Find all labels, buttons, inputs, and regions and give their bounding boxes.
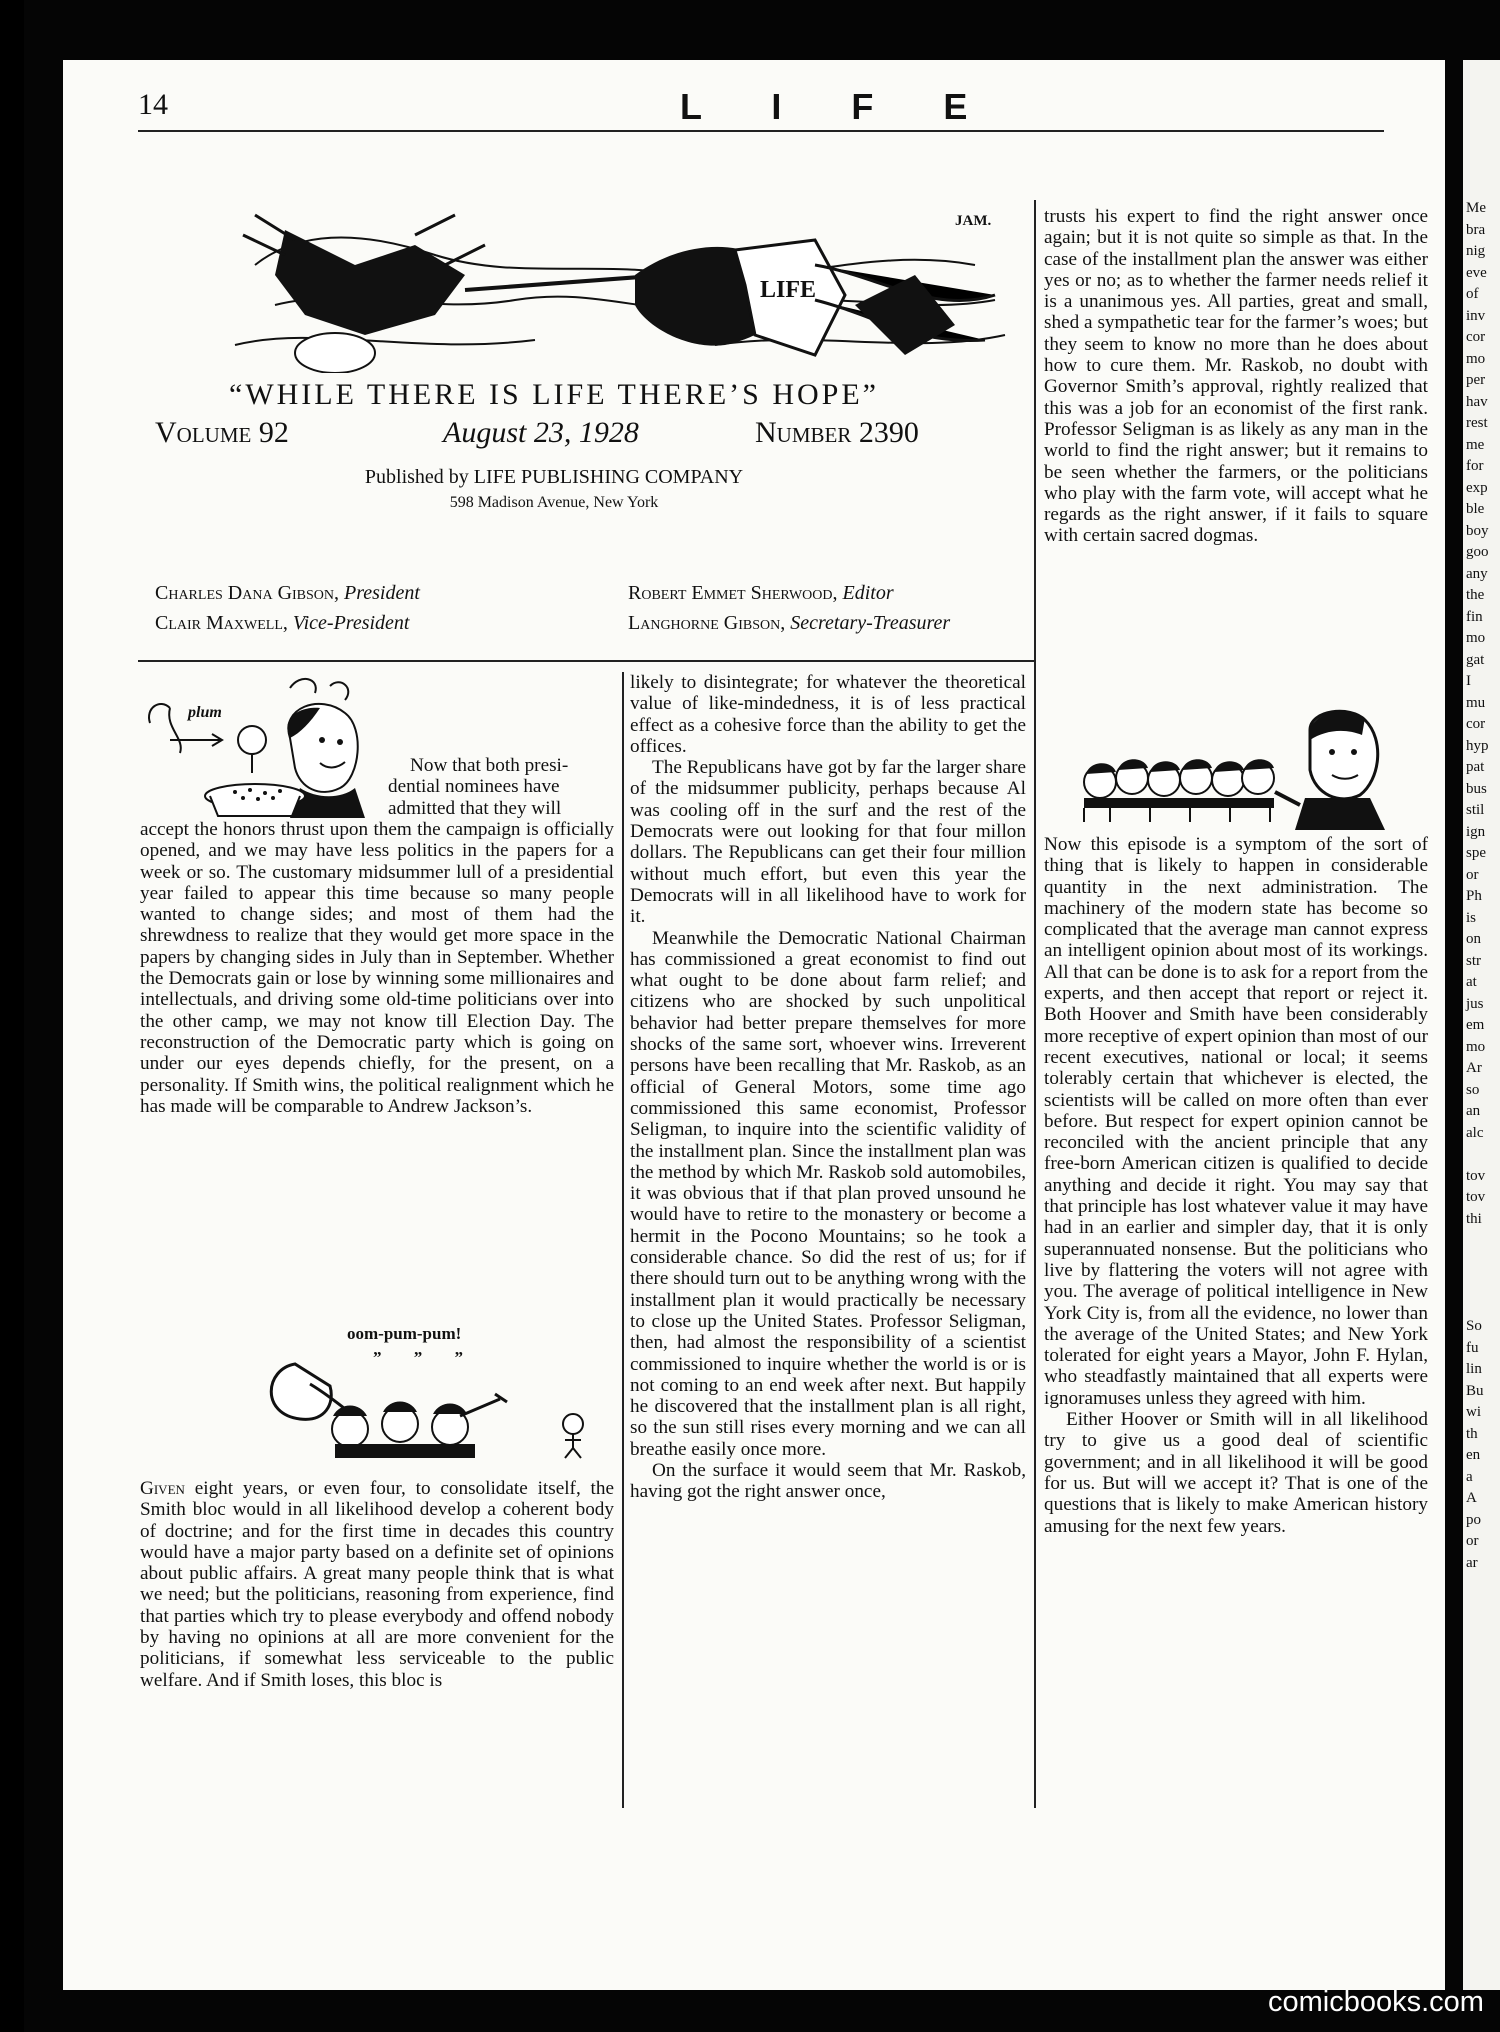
paragraph: Either Hoover or Smith will in all likelihood try to give us a good deal of scientific government; and in all likelihood it will be good for us. But will we accept it? That is one of the questions that is likely to make American history amusing for the next few years. [1044,1409,1428,1537]
adjacent-page-fragment: mu [1466,694,1486,711]
publisher-address: 598 Madison Avenue, New York [449,494,659,511]
lead-line: dential nominees have [388,776,560,798]
adjacent-page-fragment: en [1466,1447,1481,1463]
staff-vice-president: Clair Maxwell, Vice-President [155,612,410,634]
scan-left-edge [0,0,24,2032]
column-1-wrap [388,755,614,819]
adjacent-page-fragment: is [1466,909,1477,926]
adjacent-page-fragment: po [1466,1511,1481,1528]
page-number: 14 [138,88,168,121]
publisher-line: Published by LIFE PUBLISHING COMPANY [364,466,744,488]
experts-drawing [1070,700,1410,830]
column-rule-right-top [1034,200,1036,1808]
paragraph: trusts his expert to find the right answer once again; but it is not quite so simple as that. In the case of the installment plan the answer was either yes or no; as to whether the farmer needs relief it is a unanimous yes. All parties, great and small, shed a sympathetic tear for the farmer’s woes; but they seem to know no more than he does about how to cure them. Mr. Raskob, no doubt with Governor Smith’s approval, rightly realized that this was a job for an economist of the first rank. Professor Seligman is as likely as any man in the world to find the right answer; but it remains to be seen whether the farmers, or the politicians who play with the farm vote, will accept what he regards as the right answer, if it fails to square with certain sacred dogmas. [1044,206,1428,547]
staff-role: Editor [842,582,894,604]
adjacent-page-fragment: Bu [1466,1382,1484,1399]
adjacent-page-fragment: the [1466,587,1485,603]
staff-name: Charles Dana Gibson [155,582,335,604]
paragraph: The Republicans have got by far the larger share of the midsummer publicity, perhaps because Al was cooling off in the surf and the rest of the Democrats were out looking for that four millon dollars. The Republicans can get their four million without much effort, but even this year the Democrats will in all likelihood have to work for it. [630,757,1026,928]
band-sound-notes: ” ” ” [373,1348,477,1367]
column-rule-middle [622,672,624,1808]
column-3-text-bottom [1044,834,1428,1537]
adjacent-page-fragment: mo [1466,1038,1486,1055]
svg-text:LIFE: LIFE [760,277,817,303]
adjacent-page-fragment: exp [1466,479,1488,496]
header-rule [138,130,1384,132]
paragraph: Meanwhile the Democratic National Chairman has commissioned a great economist to find out what ought to be done about farm relief; and citizens who are shocked by such unpolitical behavior had better prepare themselves for more shocks of the same sort, whoever wins. Irreverent persons have been recalling that Mr. Raskob, as an official of General Motors, some time ago commissioned this same economist, Professor Seligman, to inquire into the scientific validity of the installment plan. Since the installment plan was the method by which Mr. Raskob sold automobiles, it was obvious that if that plan proved unsound he would have to retire to the monastery or become a hermit in the Pocono Mountains; so he took a considerable chance. So did the rest of us; for if there should turn out to be anything wrong with the installment plan it would practically be necessary to close up the United States. Professor Seligman, then, had almost the responsibility of a scientist commissioned to inquire whether the world is or is not coming to an end week after next. But happily he discovered that the installment plan is all right, so the sun still rises every morning and we can all breathe easily once more. [630,927,1026,1460]
experts-cartoon [1070,700,1410,830]
magazine-motto: “WHILE THERE IS LIFE THERE’S HOPE” [229,378,879,411]
paragraph: accept the honors thrust upon them the campaign is officially opened, and we may have less politics in the papers for a week or so. The customary midsummer lull of a presidential year failed to appear this time because so many people wanted to change sides; and most of them had the shrewdness to realize that they would get more space in the papers by changing sides in July than in September. Whether the Democrats gain or lose by winning some millionaires and intellectuals, and driving some old-time politicians over into the other camp, we may not know till Election Day. The reconstruction of the Democratic party which is going on under our eyes depends chiefly, for the present, on a personality. If Smith wins, the political realignment which he has made will be comparable to Andrew Jackson’s. [140,819,614,1117]
adjacent-page-fragment: so [1466,1081,1480,1098]
adjacent-page-fragment: stil [1466,802,1485,818]
adjacent-page-fragment: any [1466,565,1488,582]
adjacent-page-fragment: at [1466,974,1477,990]
watermark: comicbooks.com [1268,1986,1484,2018]
adjacent-page-fragment: me [1466,436,1485,453]
band-sound-label: oom-pum-pum! [347,1324,462,1343]
adjacent-page-fragment: bra [1466,221,1486,238]
staff-role: Secretary-Treasurer [790,612,951,634]
adjacent-page-fragment: Ar [1466,1060,1482,1076]
paragraph: On the surface it would seem that Mr. Raskob, having got the right answer once, [630,1459,1026,1503]
adjacent-page-fragment: on [1466,931,1481,947]
adjacent-page-fragment: bus [1466,780,1487,797]
staff-name: Clair Maxwell [155,612,283,634]
drop-lead: Given [140,1478,185,1499]
adjacent-page-fragment: rest [1466,415,1488,431]
paragraph: Now this episode is a symptom of the sort of thing that is likely to happen in considerable quantity in the next administration. The machinery of the modern state has become so complicated that the average man cannot express an intelligent opinion about most of its workings. All that can be done is to ask for a report from the experts, and then accept that report or reject it. Both Hoover and Smith have been considerably more receptive of expert opinion than most of our recent executives, national or local; it seems tolerably certain that whichever is elected, the scientists will be called on more often than ever before. But respect for expert opinion cannot be reconciled with the ancient principle that any free-born American citizen is qualified to decide anything and decide it right. You may say that that principle has lost whatever value it may have had in an earlier and simpler day, that it is only superannuated nonsense. But the politicians who live by flattering the voters will not agree with you. The average of political intelligence in New York City is, from all the evidence, no lower than the average of the United States; and New York tolerated for eight years a Mayor, John F. Hylan, who steadfastly maintained that all experts were ignoramuses unless they agreed with him. [1044,834,1428,1409]
column-1-text-top [140,819,614,1117]
adjacent-page-fragment: boy [1466,522,1489,539]
adjacent-page-fragment: a [1466,1468,1473,1485]
adjacent-page-fragment: Me [1466,200,1486,216]
lead-line: admitted that they will [388,797,562,819]
adjacent-page-fragment: gat [1466,651,1485,668]
lead-line: Now that both presi- [410,755,569,776]
devil-knight-illustration [215,205,1015,373]
illustrator-signature: JAM. [955,213,992,229]
adjacent-page-fragment: ar [1466,1554,1478,1571]
adjacent-page-fragment: str [1466,952,1481,969]
adjacent-page-fragment: of [1466,286,1479,302]
plum-pie-cartoon [140,668,380,820]
adjacent-page-fragment: mo [1466,630,1486,646]
column-1-text-bottom [140,1478,614,1691]
adjacent-page-strip [1463,60,1500,1990]
issue-date: August 23, 1928 [443,416,639,449]
band-drawing [255,1324,600,1464]
adjacent-page-fragment: goo [1466,544,1489,560]
plum-pie-drawing [140,668,380,820]
adjacent-page-fragment: mo [1466,350,1486,367]
staff-president: Charles Dana Gibson, President [155,582,420,604]
devil-knight-drawing [215,205,1015,373]
paragraph: likely to disintegrate; for whatever the theoretical value of like-mindedness, it is of less practical effect as a cohesive force than the ability to get the offices. [630,672,1026,757]
staff-secretary-treasurer: Langhorne Gibson, Secretary-Treasurer [628,612,951,634]
magazine-masthead: L I F E [680,86,998,127]
adjacent-page-fragment: jus [1466,995,1484,1012]
band-cartoon [255,1324,600,1464]
adjacent-page-fragment: ble [1466,501,1485,517]
adjacent-page-fragment: I [1466,673,1471,689]
staff-role: Vice-President [292,612,410,634]
adjacent-page-fragment: alc [1466,1124,1484,1141]
adjacent-page-fragment: ign [1466,823,1486,840]
column-2-text [630,672,1026,1503]
adjacent-page-fragment: fu [1466,1339,1479,1356]
staff-editor: Robert Emmet Sherwood, Editor [628,582,894,604]
staff-name: Robert Emmet Sherwood [628,582,833,604]
staff-name: Langhorne Gibson [628,612,781,634]
plum-label: plum [188,704,222,721]
adjacent-page-fragment: wi [1466,1404,1481,1420]
adjacent-page-fragment: inv [1466,307,1486,324]
staff-role: President [344,582,420,604]
adjacent-page-fragment: Ph [1466,888,1482,904]
volume-label: Volume 92 [155,416,289,449]
adjacent-page-fragment: lin [1466,1361,1482,1377]
adjacent-page-fragment: or [1466,866,1479,883]
adjacent-page-fragment: nig [1466,243,1486,259]
adjacent-page-fragment: an [1466,1103,1481,1119]
adjacent-page-fragment: em [1466,1017,1485,1033]
adjacent-page-fragment: pat [1466,759,1485,775]
adjacent-page-fragment: or [1466,1533,1479,1549]
adjacent-page-fragment: th [1466,1425,1478,1442]
adjacent-page-fragment: hav [1466,393,1488,410]
adjacent-page-fragment: eve [1466,264,1487,281]
adjacent-page-fragment: hyp [1466,737,1489,754]
adjacent-page-fragment: fin [1466,608,1483,625]
adjacent-page-fragment: tov [1466,1189,1486,1205]
adjacent-page-fragment: A [1466,1490,1477,1506]
paragraph: Given eight years, or even four, to consolidate itself, the Smith bloc would in all likelihood develop a coherent body of doctrine; and for the first time in decades this country would have a major party based on a definite set of opinions about public affairs. A great many people think that is what we need; but the politicians, reasoning from experience, find that parties which try to please everybody and offend nobody by having no opinions at all are more convenient for the politicians, if somewhat less serviceable to the public welfare. And if Smith loses, this bloc is [140,1478,614,1691]
adjacent-page-fragment: for [1466,458,1484,474]
adjacent-page-fragment: thi [1466,1210,1482,1227]
adjacent-page-fragment: cor [1466,329,1486,345]
adjacent-page-fragment: cor [1466,716,1486,732]
column-3-text-top [1044,206,1428,547]
issue-number: Number 2390 [755,416,919,449]
adjacent-page-fragment: spe [1466,845,1486,861]
adjacent-page-fragment: per [1466,372,1486,388]
editorial-box-rule [138,660,1034,662]
adjacent-page-fragment: So [1466,1318,1482,1334]
adjacent-page-fragment: tov [1466,1167,1486,1184]
